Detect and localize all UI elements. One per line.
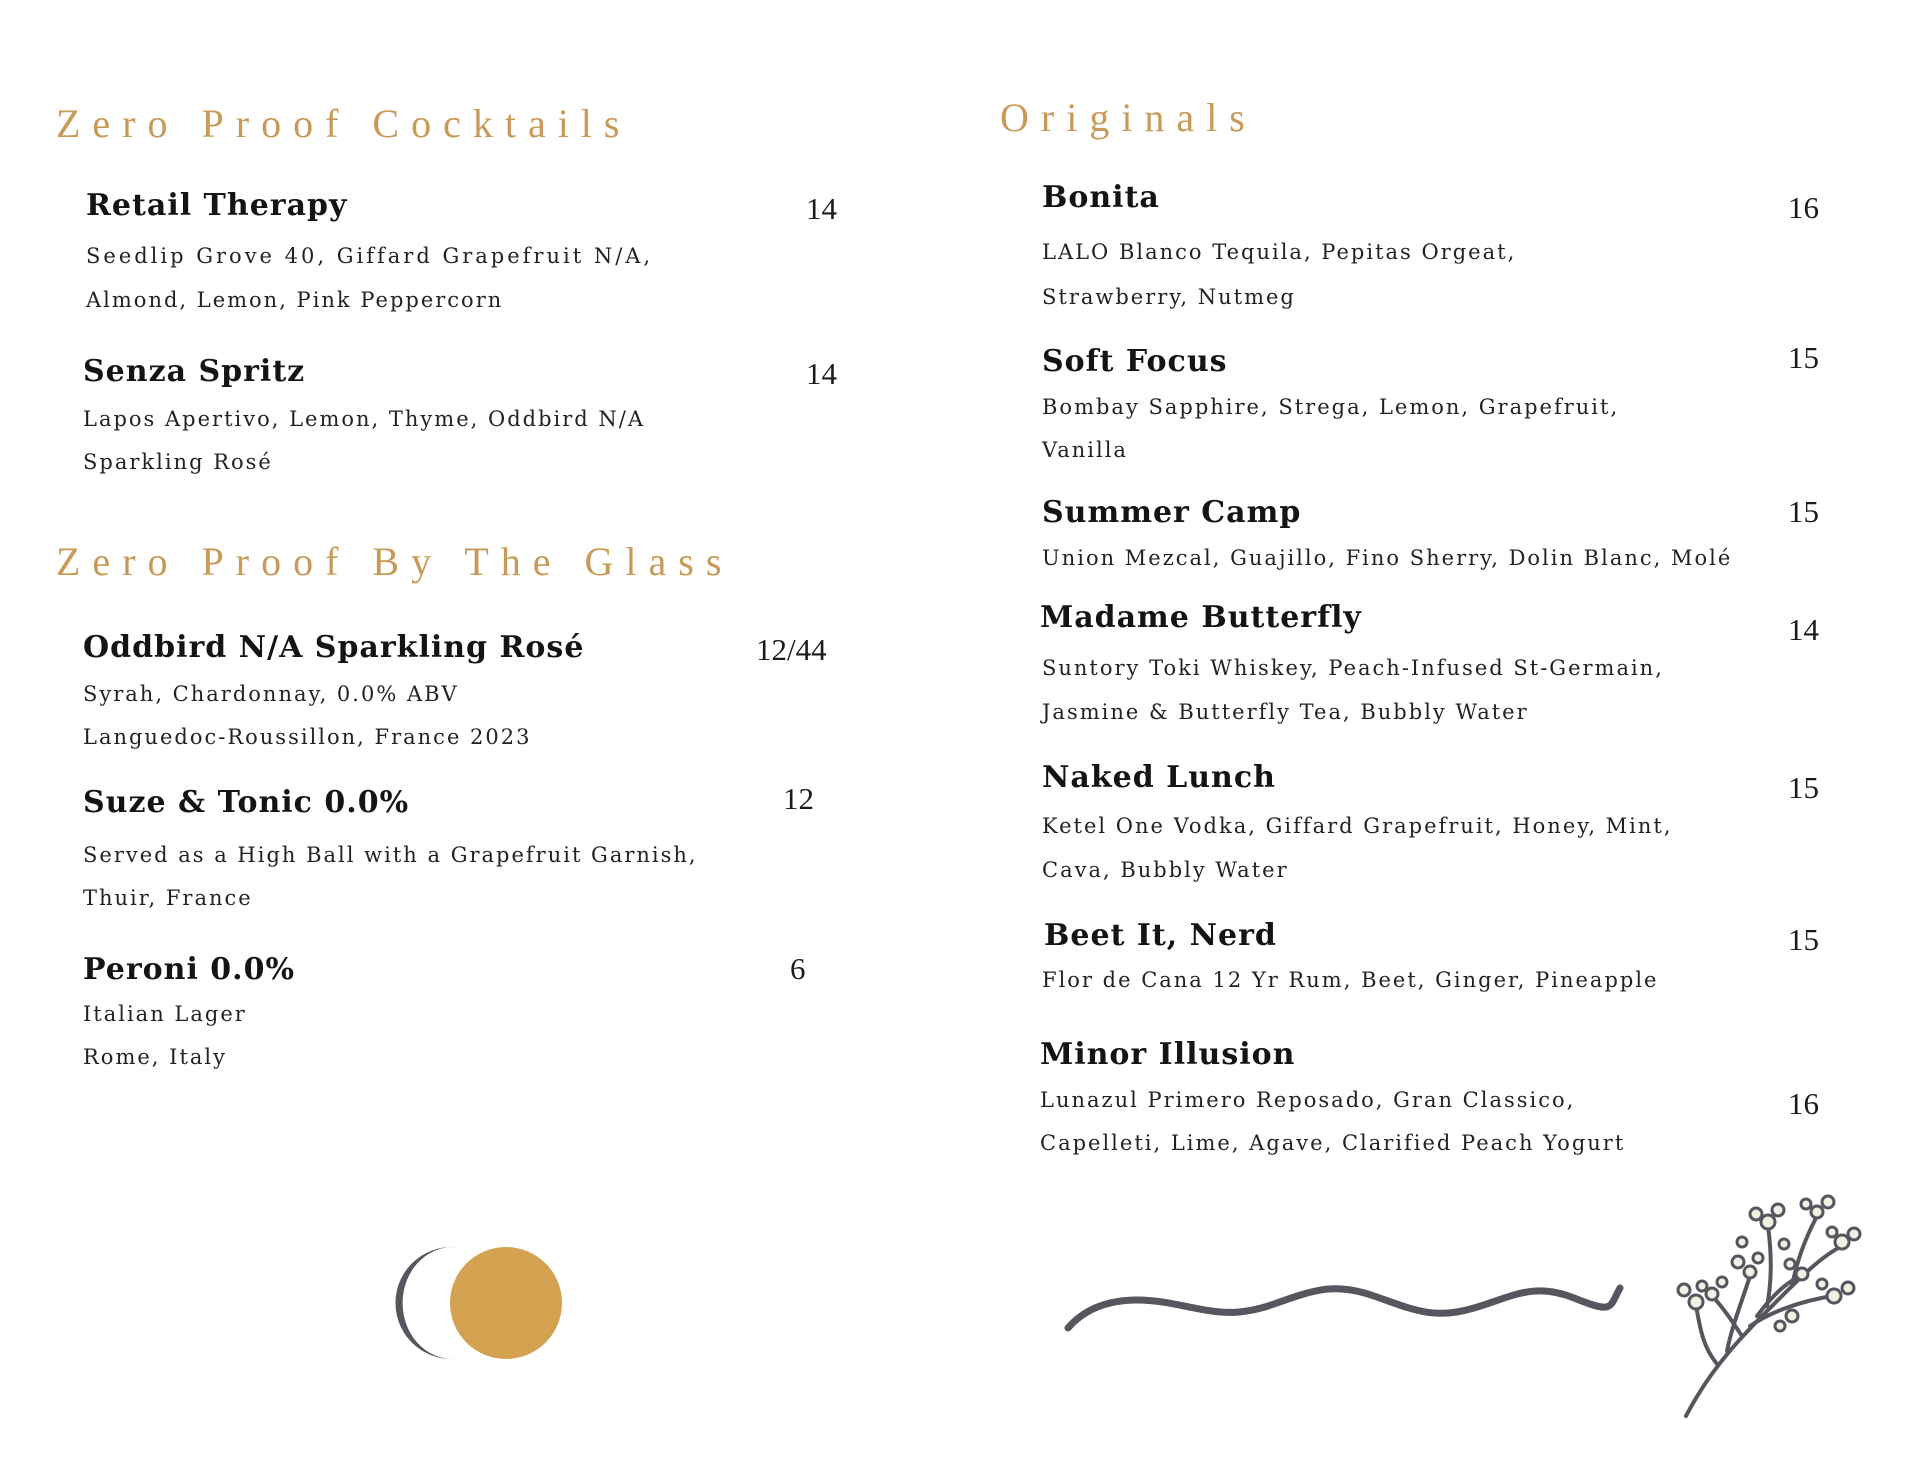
item-name: Bonita: [1042, 180, 1160, 215]
item-desc-line: Languedoc-Roussillon, France 2023: [83, 725, 532, 749]
item-desc-line: Vanilla: [1042, 438, 1128, 462]
item-price: 16: [1788, 190, 1819, 225]
item-desc-line: Seedlip Grove 40, Giffard Grapefruit N/A,: [86, 244, 654, 268]
item-price: 14: [806, 191, 837, 226]
item-price: 16: [1788, 1086, 1819, 1121]
item-desc-line: Capelleti, Lime, Agave, Clarified Peach Yogurt: [1040, 1131, 1626, 1155]
item-desc-line: LALO Blanco Tequila, Pepitas Orgeat,: [1042, 240, 1517, 264]
item-desc-line: Sparkling Rosé: [83, 450, 273, 474]
item-desc-line: Union Mezcal, Guajillo, Fino Sherry, Dolin Blanc, Molé: [1042, 546, 1733, 570]
moon-sun-icon: [384, 1244, 574, 1364]
item-price: 14: [806, 356, 837, 391]
menu-item-retail-therapy: [86, 188, 347, 223]
item-name: Retail Therapy: [86, 188, 348, 223]
item-desc-line: Cava, Bubbly Water: [1042, 858, 1289, 882]
item-name: Suze & Tonic 0.0%: [83, 785, 410, 820]
item-price: 14: [1788, 612, 1819, 647]
item-name: Peroni 0.0%: [83, 952, 296, 987]
item-desc-line: Lunazul Primero Reposado, Gran Classico,: [1040, 1088, 1576, 1112]
item-name: Minor Illusion: [1040, 1037, 1296, 1072]
item-desc-line: Ketel One Vodka, Giffard Grapefruit, Honey, Mint,: [1042, 814, 1673, 838]
item-price: 15: [1788, 922, 1819, 957]
item-desc-line: Bombay Sapphire, Strega, Lemon, Grapefruit,: [1042, 395, 1620, 419]
wave-line-icon: [1064, 1268, 1624, 1338]
section-title-originals: Originals: [1000, 95, 1257, 140]
item-name: Oddbird N/A Sparkling Rosé: [83, 630, 585, 665]
item-name: Senza Spritz: [83, 354, 306, 389]
item-desc-line: Suntory Toki Whiskey, Peach-Infused St-Germain,: [1042, 656, 1664, 680]
item-name: Madame Butterfly: [1040, 600, 1362, 635]
item-desc-line: Almond, Lemon, Pink Peppercorn: [86, 288, 504, 312]
item-desc-line: Thuir, France: [83, 886, 253, 910]
item-desc-line: Flor de Cana 12 Yr Rum, Beet, Ginger, Pineapple: [1042, 968, 1659, 992]
item-desc-line: Lapos Apertivo, Lemon, Thyme, Oddbird N/A: [83, 407, 646, 431]
item-name: Summer Camp: [1042, 495, 1302, 530]
section-title-zero-proof-by-the-glass: Zero Proof By The Glass: [56, 539, 734, 584]
section-title-zero-proof-cocktails: Zero Proof Cocktails: [56, 101, 632, 146]
item-name: Beet It, Nerd: [1044, 918, 1277, 953]
item-desc-line: Italian Lager: [83, 1002, 247, 1026]
item-price: 15: [1788, 494, 1819, 529]
item-name: Naked Lunch: [1042, 760, 1276, 795]
item-name: Soft Focus: [1042, 344, 1228, 379]
item-price: 12/44: [756, 632, 827, 667]
item-desc-line: Jasmine & Butterfly Tea, Bubbly Water: [1042, 700, 1529, 724]
item-price: 6: [790, 951, 806, 986]
item-desc-line: Rome, Italy: [83, 1045, 227, 1069]
item-desc-line: Strawberry, Nutmeg: [1042, 285, 1296, 309]
item-desc-line: Served as a High Ball with a Grapefruit Garnish,: [83, 843, 698, 867]
item-desc-line: Syrah, Chardonnay, 0.0% ABV: [83, 682, 459, 706]
flower-sprig-icon: [1672, 1186, 1872, 1426]
item-price: 15: [1788, 340, 1819, 375]
item-price: 15: [1788, 770, 1819, 805]
item-price: 12: [783, 781, 814, 816]
